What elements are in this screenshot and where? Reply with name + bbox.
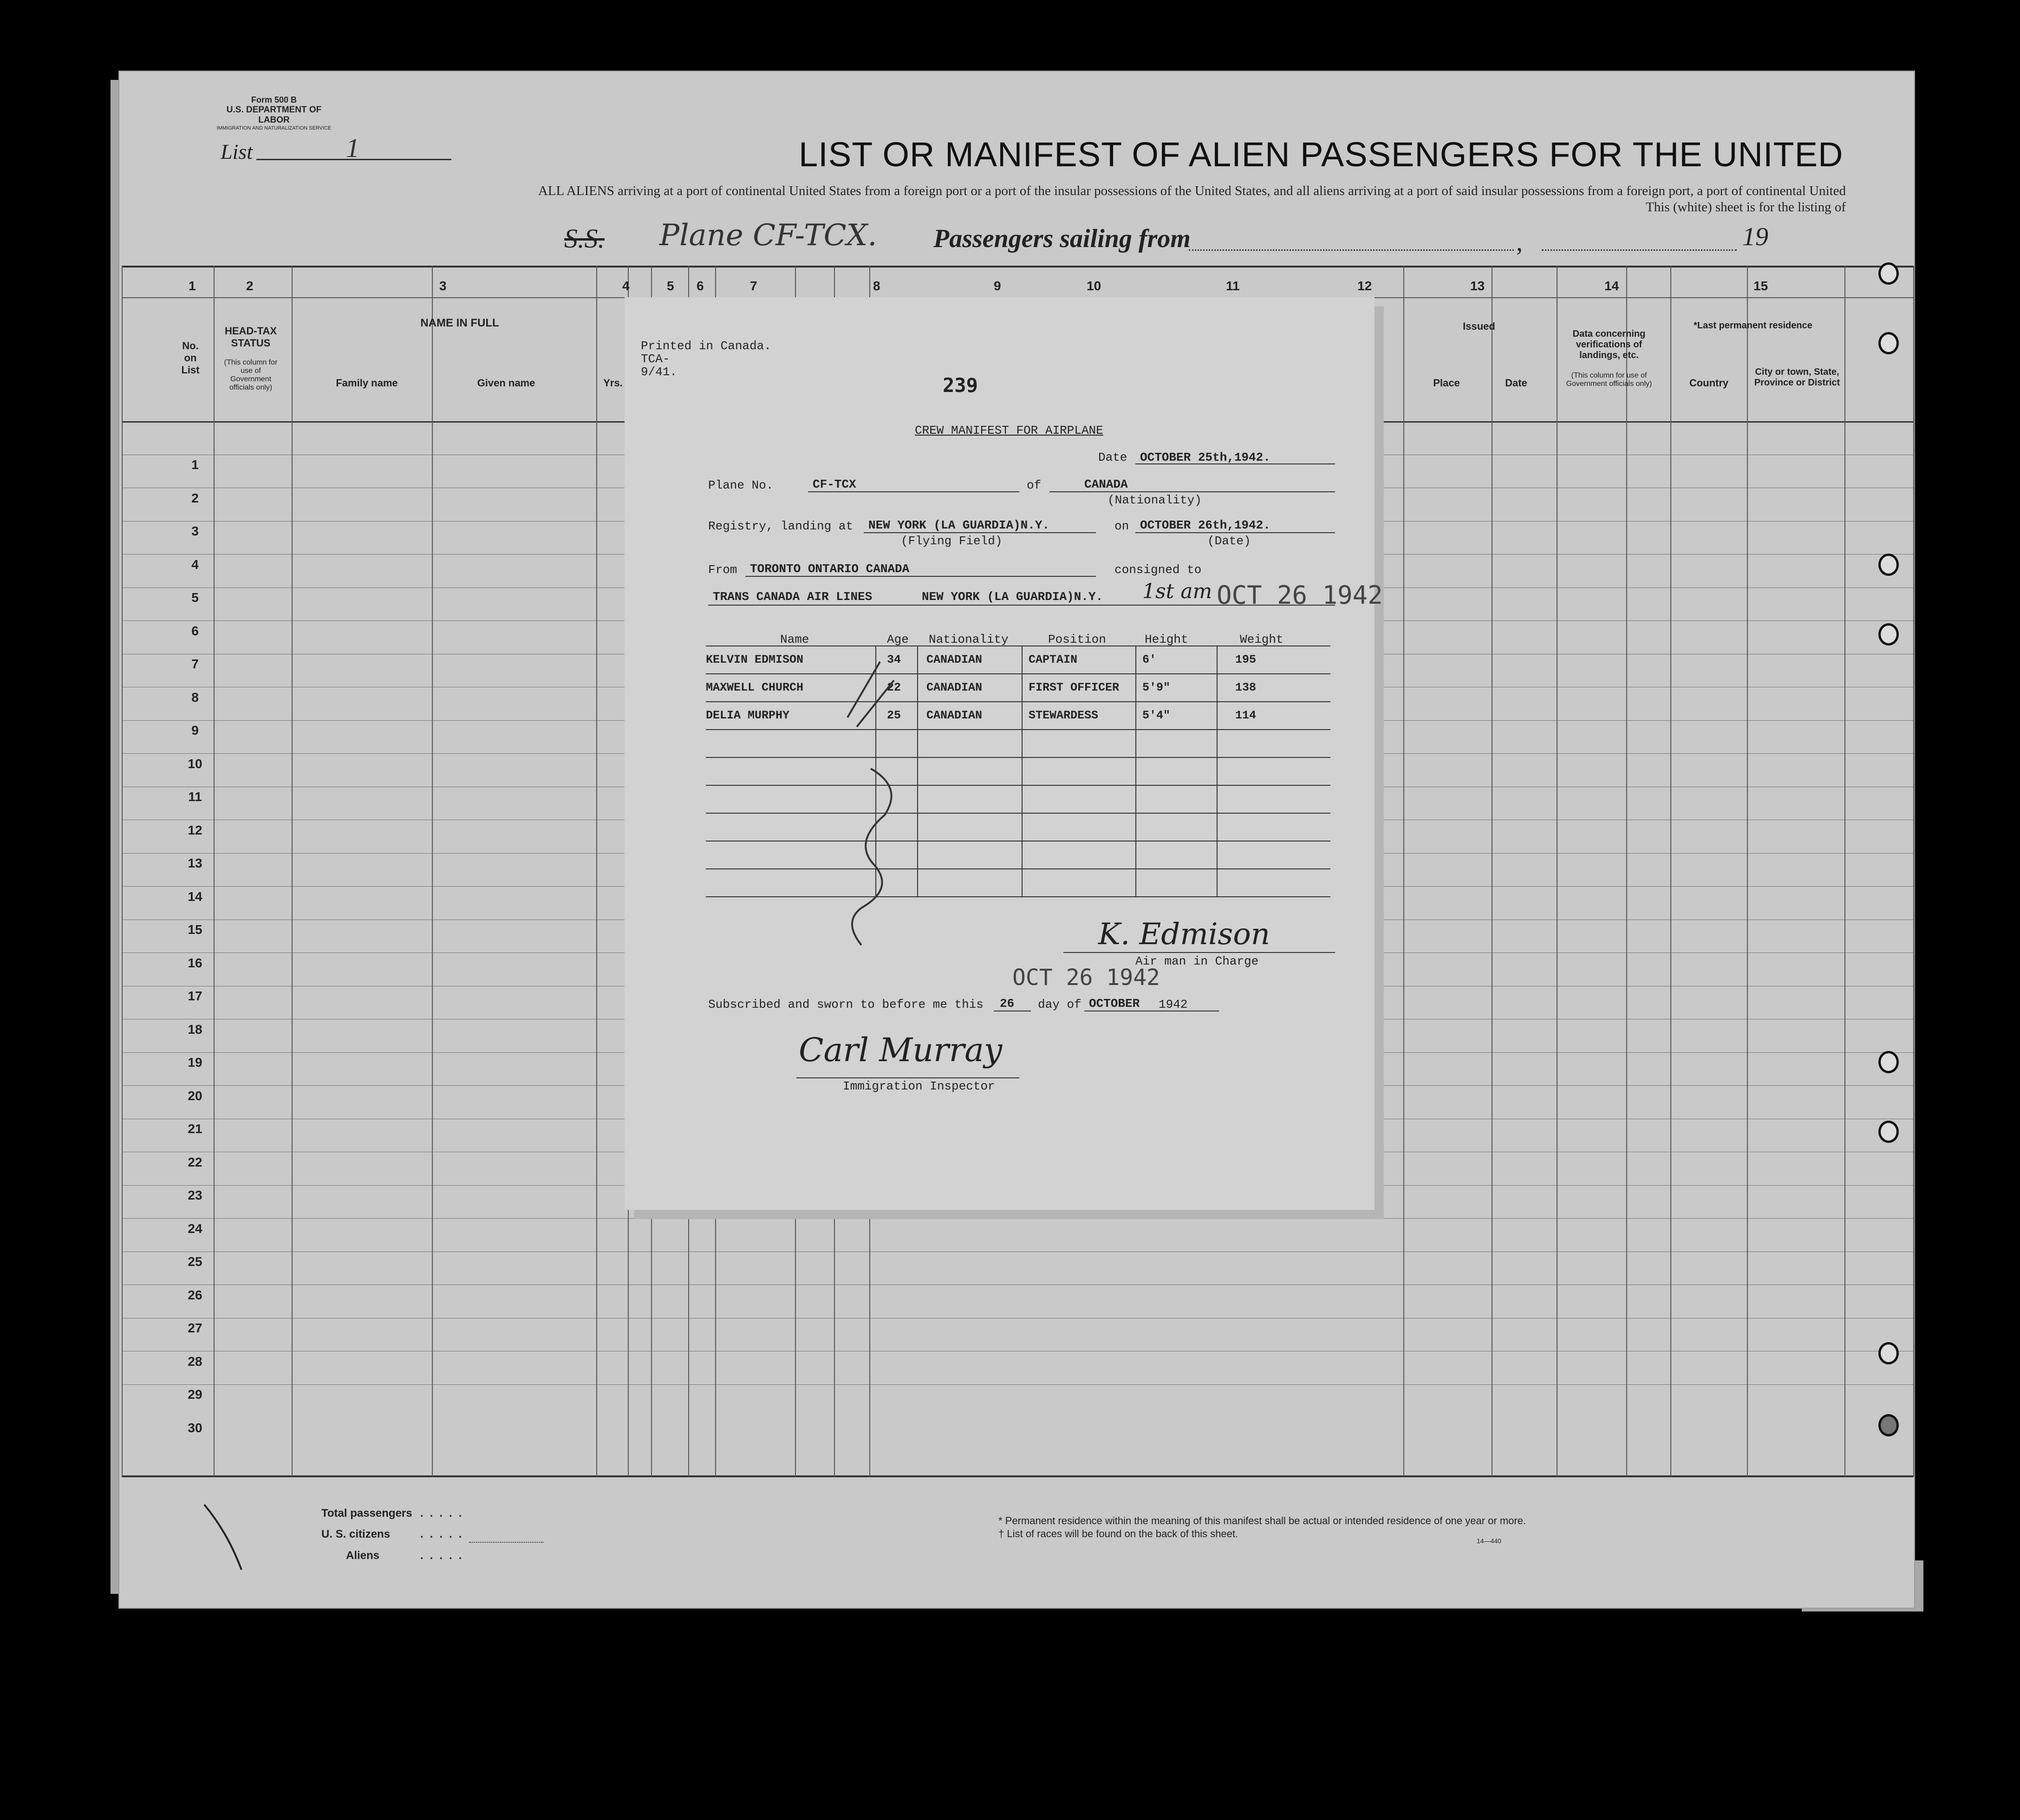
- binder-hole: [1878, 1342, 1899, 1364]
- sworn-month: OCTOBER: [1089, 997, 1140, 1011]
- crew-position: STEWARDESS: [1029, 709, 1099, 722]
- column-number: 9: [994, 279, 1001, 293]
- date-stamp: OCT 26 1942: [1217, 581, 1383, 610]
- binder-hole: [1878, 1051, 1899, 1073]
- date-label: Date: [1098, 450, 1127, 464]
- column-number: 4: [622, 279, 630, 293]
- no-on-list-header: No. on List: [181, 340, 200, 376]
- column-number: 6: [697, 279, 704, 293]
- list-number: 1: [346, 133, 359, 163]
- table-line: [706, 841, 1330, 842]
- grid-line: [122, 266, 1913, 267]
- row-number: 9: [191, 723, 199, 737]
- row-number: 14: [188, 889, 202, 904]
- yrs-header: Yrs.: [603, 377, 623, 389]
- crew-row: [706, 701, 1330, 729]
- col-position-header: Position: [1048, 633, 1106, 646]
- grid-line: [214, 266, 215, 1477]
- row-number: 8: [191, 690, 199, 705]
- us-citizens-label: U. S. citizens: [321, 1528, 391, 1540]
- date-caption: (Date): [1207, 534, 1251, 548]
- form-number: Form 500 B: [251, 95, 297, 104]
- crew-weight: 138: [1235, 681, 1257, 694]
- binder-hole: [1878, 1121, 1899, 1143]
- grid-line: [1747, 266, 1748, 1477]
- crew-nationality: CANADIAN: [926, 709, 983, 722]
- grid-line: [1913, 266, 1914, 1477]
- citizens-line: [469, 1542, 543, 1543]
- plane-label: Plane No.: [708, 478, 774, 492]
- consignee: TRANS CANADA AIR LINES: [713, 590, 873, 604]
- row-number: 5: [191, 590, 199, 605]
- city-header: City or town, State, Province or District: [1754, 367, 1840, 388]
- table-line: [706, 896, 1330, 897]
- subtitle-line-2: This (white) sheet is for the listing of: [1646, 200, 1846, 215]
- crew-name: DELIA MURPHY: [706, 709, 790, 722]
- crew-row: [706, 673, 1330, 701]
- dot-leader: .....: [420, 1549, 469, 1562]
- row-line: [122, 1384, 1913, 1385]
- table-line: [706, 757, 1330, 758]
- row-number: 1: [191, 457, 199, 472]
- crew-position: CAPTAIN: [1029, 653, 1078, 666]
- column-number: 7: [750, 279, 757, 293]
- service: IMMIGRATION AND NATURALIZATION SERVICE: [216, 125, 332, 131]
- row-number: 17: [188, 989, 202, 1003]
- col-nationality-header: Nationality: [929, 633, 1009, 646]
- column-number: 1: [189, 279, 196, 293]
- sworn-day: 26: [1000, 997, 1015, 1011]
- row-number: 19: [188, 1055, 202, 1070]
- grid-line: [1403, 266, 1404, 1477]
- handwritten-note: 1st am: [1142, 580, 1212, 603]
- grid-line: [1626, 266, 1627, 1477]
- inspector-signature-line: [796, 1077, 1019, 1078]
- day-of-label: day of: [1038, 998, 1082, 1011]
- crew-weight: 195: [1235, 653, 1257, 666]
- family-name-header: Family name: [336, 377, 398, 389]
- plane-value: CF-TCX: [813, 477, 856, 491]
- col-age-header: Age: [887, 633, 909, 646]
- airman-signature: K. Edmison: [1098, 917, 1270, 952]
- footnote-races: † List of races will be found on the back of this sheet.: [998, 1528, 1238, 1539]
- col-height-header: Height: [1145, 633, 1188, 646]
- sworn-label: Subscribed and sworn to before me this: [708, 998, 984, 1011]
- date-stamp: OCT 26 1942: [1012, 965, 1160, 991]
- on-label: on: [1114, 519, 1129, 533]
- name-in-full-header: NAME IN FULL: [420, 317, 499, 329]
- crew-name: MAXWELL CHURCH: [706, 681, 804, 694]
- of-label: of: [1027, 478, 1042, 492]
- row-number: 2: [191, 490, 199, 505]
- nationality-underline: [1049, 491, 1335, 492]
- table-line: [706, 729, 1330, 730]
- crew-height: 5'9": [1142, 681, 1171, 694]
- airman-caption: Air man in Charge: [1135, 954, 1259, 968]
- row-number: 13: [188, 856, 202, 870]
- row-number: 3: [191, 524, 199, 538]
- nationality-value: CANADA: [1084, 477, 1128, 491]
- binder-hole: [1878, 1414, 1899, 1436]
- data-concerning-header: Data concerning verifications of landings, etc.: [1572, 329, 1646, 360]
- printed-in-canada: Printed in Canada.: [641, 339, 771, 353]
- table-line: [706, 868, 1330, 869]
- row-number: 27: [188, 1321, 202, 1335]
- issued-header: Issued: [1463, 320, 1495, 332]
- row-number: 7: [191, 657, 199, 671]
- date-value: OCTOBER 25th,1942.: [1140, 450, 1271, 464]
- grid-line: [596, 266, 597, 1477]
- department: U.S. DEPARTMENT OF LABOR: [226, 105, 322, 125]
- row-number: 6: [191, 623, 199, 638]
- crew-manifest-sheet: [625, 297, 1383, 1210]
- comma: ,: [1516, 228, 1523, 257]
- column-number: 11: [1226, 279, 1240, 293]
- crew-nationality: CANADIAN: [926, 681, 983, 694]
- row-number: 20: [188, 1088, 202, 1103]
- crew-manifest-title: CREW MANIFEST FOR AIRPLANE: [915, 424, 1103, 437]
- row-number: 28: [188, 1354, 202, 1369]
- row-number: 25: [188, 1254, 202, 1269]
- row-number: 22: [188, 1155, 202, 1169]
- form-code: 14—440: [1477, 1537, 1501, 1545]
- head-tax-note: (This column for use of Government officials only): [224, 359, 278, 391]
- form-header: [214, 95, 334, 131]
- subtitle-line-1: ALL ALIENS arriving at a port of continental United States from a foreign port or a port of the insular possessions of the United States, and all aliens arriving at a port of said insular possessions from a foreign port, a port of continental United: [538, 183, 1846, 198]
- table-line: [706, 785, 1330, 786]
- crew-weight: 114: [1235, 709, 1257, 722]
- binder-hole: [1878, 623, 1899, 646]
- column-number: 10: [1087, 279, 1101, 293]
- year-prefix: 19: [1742, 222, 1768, 251]
- crew-nationality: CANADIAN: [926, 653, 983, 666]
- row-number: 21: [188, 1122, 202, 1136]
- crew-age: 25: [887, 709, 901, 722]
- row-number: 30: [188, 1420, 202, 1435]
- landing-date-value: OCTOBER 26th,1942.: [1140, 518, 1271, 532]
- inspector-signature: Carl Murray: [799, 1031, 1003, 1069]
- column-number: 13: [1470, 279, 1485, 293]
- column-number: 14: [1604, 279, 1619, 293]
- landing-date-underline: [1135, 532, 1335, 533]
- dot-leader: .....: [420, 1528, 469, 1540]
- crew-age: 22: [887, 681, 901, 694]
- ss-label: S.S.: [564, 223, 605, 254]
- date-line: [1542, 249, 1737, 251]
- crew-name: KELVIN EDMISON: [706, 653, 804, 666]
- column-number: 15: [1753, 279, 1768, 293]
- registry-label: Registry, landing at: [708, 519, 854, 533]
- last-residence-header: *Last permanent residence: [1694, 320, 1812, 331]
- crew-row: [706, 646, 1330, 673]
- dot-leader: .....: [420, 1507, 469, 1520]
- inspector-caption: Immigration Inspector: [843, 1079, 995, 1093]
- sailing-label: Passengers sailing from: [933, 224, 1191, 253]
- column-number: 5: [667, 279, 674, 293]
- crew-height: 6': [1142, 653, 1157, 666]
- airman-signature-line: [1063, 952, 1335, 953]
- from-value: TORONTO ONTARIO CANADA: [750, 562, 910, 576]
- sworn-year: 1942: [1159, 998, 1188, 1011]
- date-underline: [1135, 463, 1335, 464]
- column-number: 12: [1357, 279, 1372, 293]
- from-label: From: [708, 563, 737, 577]
- row-number: 12: [188, 822, 202, 837]
- sailing-from-line: [1189, 249, 1514, 251]
- row-number: 4: [191, 557, 199, 572]
- pen-marks: [843, 648, 908, 950]
- row-number: 10: [188, 756, 202, 771]
- row-number: 11: [188, 789, 202, 804]
- binder-hole: [1878, 262, 1899, 285]
- grid-line: [1844, 266, 1845, 1477]
- from-underline: [745, 576, 1096, 577]
- head-tax-header: HEAD-TAX STATUS: [224, 325, 277, 349]
- vessel-name: Plane CF-TCX.: [659, 218, 877, 253]
- crew-age: 34: [887, 653, 901, 666]
- row-number: 26: [188, 1287, 202, 1302]
- column-number: 2: [246, 279, 254, 293]
- grid-line: [292, 266, 293, 1477]
- form-date: 9/41.: [641, 365, 678, 379]
- consigned-label: consigned to: [1114, 563, 1202, 577]
- data-concerning-note: (This column for use of Government officials only): [1566, 372, 1652, 388]
- row-number: 29: [188, 1387, 202, 1402]
- pen-mark: [195, 1500, 251, 1574]
- crew-height: 5'4": [1142, 709, 1171, 722]
- country-header: Country: [1689, 377, 1729, 389]
- row-number: 18: [188, 1022, 202, 1037]
- row-number: 24: [188, 1221, 202, 1236]
- consignee-city: NEW YORK (LA GUARDIA)N.Y.: [922, 590, 1103, 604]
- crew-position: FIRST OFFICER: [1029, 681, 1120, 694]
- row-number: 23: [188, 1188, 202, 1202]
- total-passengers-label: Total passengers: [321, 1507, 412, 1520]
- nationality-caption: (Nationality): [1108, 493, 1202, 507]
- form-code-tca: TCA-: [641, 352, 670, 366]
- grid-line: [122, 1475, 1913, 1477]
- col-weight-header: Weight: [1240, 633, 1284, 646]
- given-name-header: Given name: [477, 377, 535, 389]
- manifest-number: 239: [943, 374, 978, 397]
- table-line: [706, 813, 1330, 814]
- date-header: Date: [1505, 377, 1527, 389]
- plane-underline: [808, 491, 1019, 492]
- binder-hole: [1878, 554, 1899, 576]
- col-name-header: Name: [780, 633, 809, 646]
- grid-line: [1670, 266, 1671, 1477]
- grid-line: [432, 266, 433, 1477]
- aliens-label: Aliens: [346, 1549, 380, 1562]
- column-number: 8: [873, 279, 880, 293]
- list-label: List: [221, 140, 253, 163]
- row-number: 15: [188, 922, 202, 937]
- footnote-residence: * Permanent residence within the meaning of this manifest shall be actual or intended residence of one year or more.: [998, 1515, 1526, 1526]
- landing-underline: [864, 532, 1096, 533]
- place-header: Place: [1433, 377, 1460, 389]
- binder-hole: [1878, 332, 1899, 354]
- landing-field-value: NEW YORK (LA GUARDIA)N.Y.: [868, 518, 1050, 532]
- row-number: 16: [188, 955, 202, 970]
- grid-line: [122, 266, 123, 1477]
- column-number: 3: [439, 279, 447, 293]
- consignee-underline: [708, 605, 1335, 606]
- flying-field-caption: (Flying Field): [901, 534, 1003, 548]
- page-title: LIST OR MANIFEST OF ALIEN PASSENGERS FOR THE UNITED: [799, 135, 1844, 174]
